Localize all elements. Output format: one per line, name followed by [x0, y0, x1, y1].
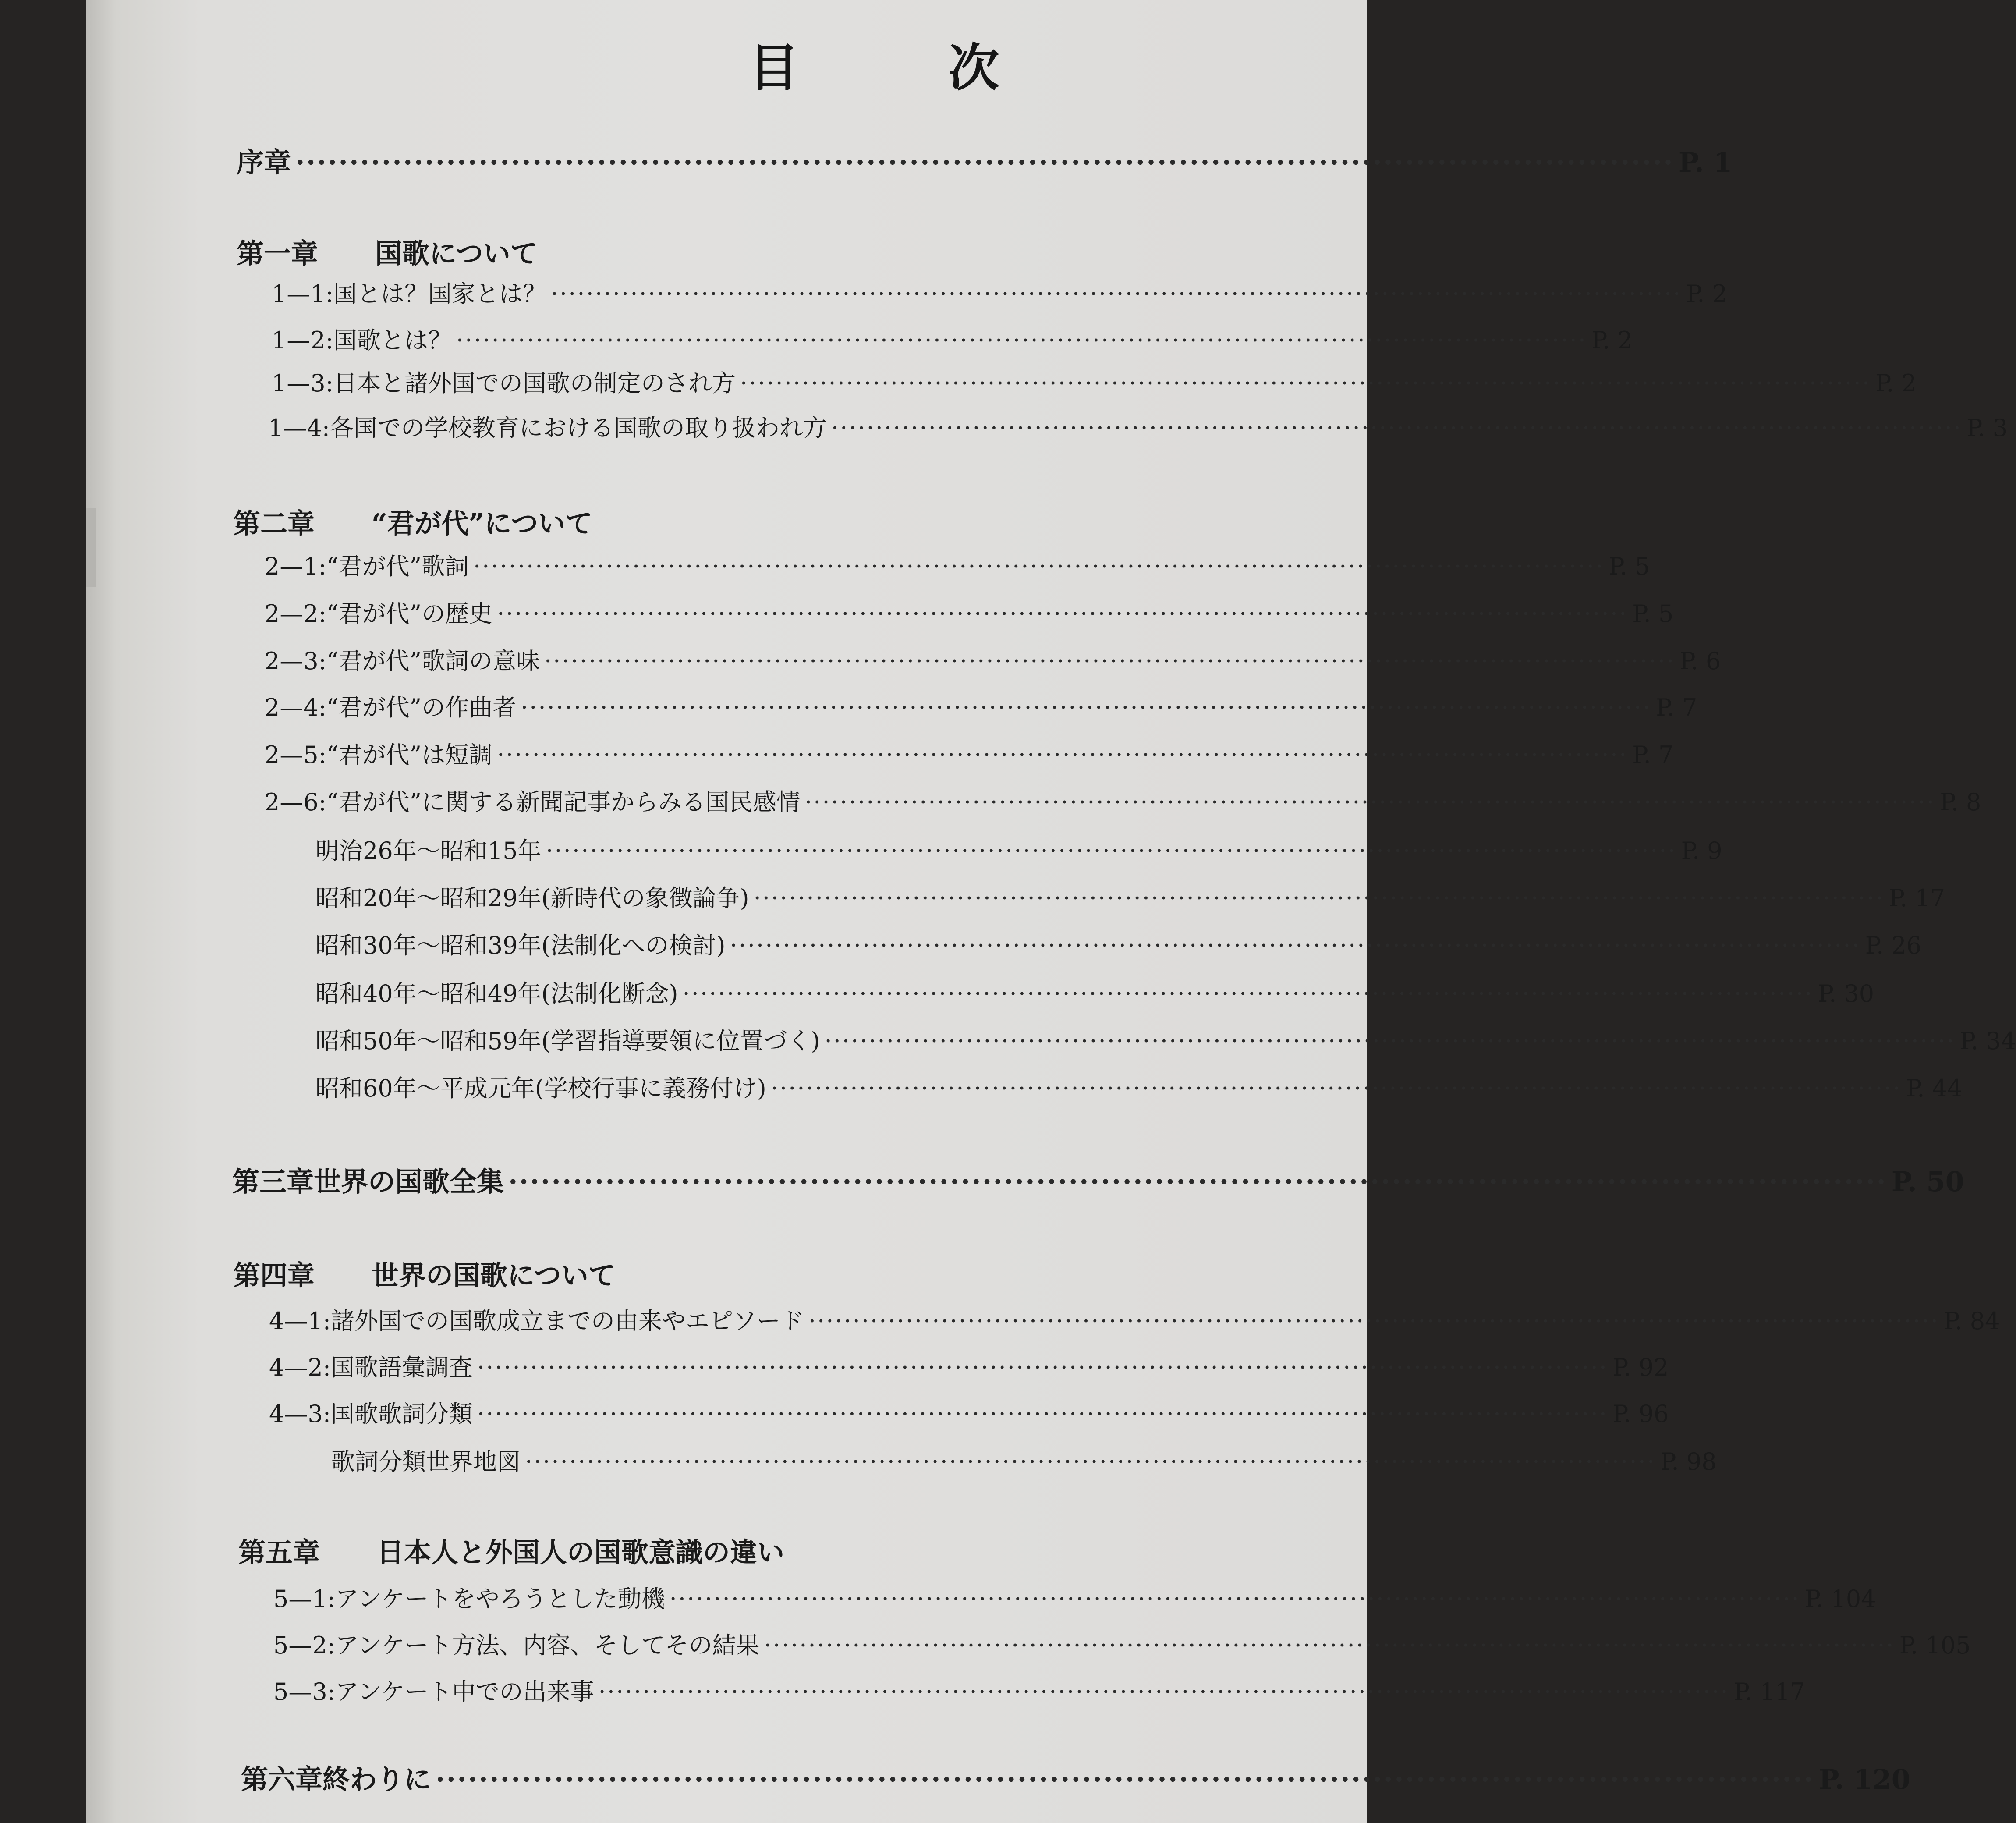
section-label: 日本と諸外国での国歌の制定のされ方: [333, 369, 736, 397]
dot-leader: ································································································································: [740, 369, 1871, 397]
section-label: 国歌歌詞分類: [330, 1400, 473, 1428]
section-label: 各国での学校教育における国歌の取り扱われ方: [330, 414, 827, 442]
chapter-title: “君が代”について: [372, 507, 593, 539]
document-page: [86, 0, 2016, 1823]
toc-section-2-1: [265, 553, 1650, 580]
dot-leader: ································································································································: [808, 1307, 1940, 1335]
toc-section-1-3: [272, 369, 1917, 397]
section-number: 5—1:: [273, 1585, 335, 1613]
section-label: “君が代”の作曲者: [326, 694, 517, 721]
chapter-title: 終わりに: [322, 1763, 432, 1795]
page-number: P. 117: [1733, 1678, 1805, 1706]
dot-leader: ································································································································: [770, 1075, 1902, 1102]
toc-chapter-4: [233, 1259, 616, 1291]
dot-leader: ································································································································: [546, 837, 1677, 865]
dot-leader: ································································································································: [456, 326, 1587, 354]
chapter-number: 第四章: [233, 1259, 315, 1291]
toc-section-5-2: [273, 1631, 1971, 1659]
section-number: 2—1:: [265, 553, 326, 580]
toc-section-5-1: [273, 1585, 1876, 1613]
chapter-number: 第三章: [232, 1166, 314, 1198]
toc-section-2-4: [265, 694, 1697, 721]
page-number: P. 3: [1966, 414, 2008, 442]
section-label: “君が代”の歴史: [326, 600, 493, 628]
toc-section-1-4: [268, 414, 2008, 442]
toc-entry-prologue: [237, 146, 1733, 178]
page-number: P. 2: [1686, 280, 1728, 308]
dot-leader: ································································································································: [598, 1678, 1729, 1706]
page-number: P. 26: [1865, 932, 1922, 959]
section-label: 国とは？国家とは？: [333, 280, 546, 308]
section-number: 5—2:: [273, 1631, 335, 1659]
section-label: “君が代”歌詞の意味: [326, 647, 540, 675]
dot-leader: ································································································································: [824, 1027, 1956, 1055]
toc-chapter-1: [237, 238, 538, 270]
page-number: P. 1: [1678, 146, 1733, 178]
page-number: P. 105: [1899, 1631, 1971, 1659]
section-number: 1—3:: [272, 369, 333, 397]
toc-bullet-showa60: [314, 1075, 1963, 1102]
section-label: 諸外国での国歌成立までの由来やエピソード: [330, 1307, 804, 1335]
dot-leader: ································································································································: [295, 146, 1674, 178]
section-number: 2—6:: [265, 788, 326, 816]
page-number: P. 104: [1804, 1585, 1876, 1613]
page-edge-shadow: [86, 508, 96, 587]
chapter-number: 第二章: [233, 507, 315, 539]
section-label: “君が代”は短調: [326, 741, 493, 769]
section-number: 2—4:: [265, 694, 326, 721]
dot-leader: ································································································································: [436, 1763, 1814, 1795]
page-number: P. 6: [1679, 647, 1721, 675]
page-number: P. 98: [1660, 1448, 1717, 1475]
section-label: アンケートをやろうとした動機: [335, 1585, 665, 1613]
page-number: P. 5: [1632, 600, 1674, 628]
toc-bullet-showa40: [314, 980, 1874, 1007]
page-title: 目 次: [748, 38, 1065, 98]
toc-section-2-2: [265, 600, 1674, 628]
chapter-title: 世界の国歌全集: [314, 1166, 504, 1198]
section-number: 5—3:: [273, 1678, 335, 1706]
bullet-label: 昭和30年～昭和39年(法制化への検討): [315, 932, 726, 959]
toc-section-4-1: [269, 1307, 2000, 1335]
section-label: “君が代”歌詞: [326, 553, 469, 580]
dot-leader: ································································································································: [669, 1585, 1800, 1613]
section-number: 1—2:: [272, 326, 333, 354]
toc-section-2-3: [265, 647, 1721, 675]
dot-leader: ································································································································: [682, 980, 1814, 1007]
page-number: P. 9: [1681, 837, 1722, 865]
page-number: P. 2: [1875, 369, 1917, 397]
section-label: 国歌語彙調査: [330, 1354, 473, 1381]
dot-leader: ································································································································: [544, 647, 1676, 675]
bullet-label: 昭和60年～平成元年(学校行事に義務付け): [315, 1075, 766, 1102]
toc-chapter-6: [241, 1763, 1910, 1795]
page-number: P. 30: [1818, 980, 1874, 1007]
toc-bullet-meiji26: [314, 837, 1722, 865]
dot-leader: ································································································································: [804, 788, 1936, 816]
section-label: アンケート中での出来事: [335, 1678, 594, 1706]
bullet-label: 昭和20年～昭和29年(新時代の象徴論争): [315, 884, 749, 912]
section-label: 国歌とは？: [333, 326, 452, 354]
page-number: P. 84: [1944, 1307, 2000, 1335]
section-number: 4—1:: [269, 1307, 331, 1335]
toc-bullet-world-map: [330, 1448, 1717, 1475]
toc-section-4-2: [269, 1354, 1669, 1381]
section-label: “君が代”に関する新聞記事からみる国民感情: [326, 788, 801, 816]
toc-section-5-3: [273, 1678, 1805, 1706]
section-number: 1—1:: [272, 280, 333, 308]
chapter-number: 第一章: [237, 238, 319, 270]
page-number: P. 8: [1940, 788, 1981, 816]
entry-label: 序章: [237, 146, 291, 178]
bullet-label: 昭和40年～昭和49年(法制化断念): [315, 980, 678, 1007]
toc-section-1-1: [272, 280, 1728, 308]
toc-bullet-showa30: [314, 932, 1922, 959]
bullet-label: 昭和50年～昭和59年(学習指導要領に位置づく): [315, 1027, 820, 1055]
toc-section-2-5: [265, 741, 1674, 769]
toc-bullet-showa20: [314, 884, 1945, 912]
dot-leader: ································································································································: [753, 884, 1885, 912]
page-number: P. 5: [1609, 553, 1650, 580]
page-number: P. 17: [1888, 884, 1945, 912]
toc-bullet-showa50: [314, 1027, 2016, 1055]
section-number: 4—2:: [269, 1354, 331, 1381]
dot-leader: ································································································································: [477, 1354, 1609, 1381]
toc-chapter-3: [232, 1166, 1964, 1198]
section-number: 2—3:: [265, 647, 326, 675]
section-number: 2—5:: [265, 741, 326, 769]
section-number: 2—2:: [265, 600, 326, 628]
page-number: P. 50: [1891, 1166, 1964, 1198]
page-number: P. 92: [1612, 1354, 1669, 1381]
bullet-label: 歌詞分類世界地図: [331, 1448, 521, 1475]
toc-section-4-3: [269, 1400, 1669, 1428]
page-number: P. 7: [1656, 694, 1697, 721]
dot-leader: ································································································································: [831, 414, 1963, 442]
section-number: 4—3:: [269, 1400, 331, 1428]
page-number: P. 34: [1959, 1027, 2016, 1055]
chapter-title: 国歌について: [375, 238, 538, 270]
dot-leader: ································································································································: [764, 1631, 1895, 1659]
page-number: P. 2: [1591, 326, 1633, 354]
toc-chapter-5: [238, 1536, 785, 1568]
toc-chapter-2: [233, 507, 593, 539]
toc-section-2-6: [265, 788, 1981, 816]
dot-leader: ································································································································: [497, 600, 1628, 628]
section-label: アンケート方法、内容、そしてその結果: [335, 1631, 760, 1659]
page-number: P. 120: [1818, 1763, 1910, 1795]
dot-leader: ································································································································: [521, 694, 1652, 721]
chapter-number: 第六章: [241, 1763, 323, 1795]
dot-leader: ································································································································: [477, 1400, 1609, 1428]
page-number: P. 96: [1612, 1400, 1669, 1428]
page-number: P. 7: [1632, 741, 1674, 769]
bullet-label: 明治26年～昭和15年: [315, 837, 542, 865]
chapter-title: 日本人と外国人の国歌意識の違い: [377, 1536, 785, 1568]
dot-leader: ································································································································: [497, 741, 1628, 769]
page-number: P. 44: [1906, 1075, 1963, 1102]
toc-section-1-2: [272, 326, 1633, 354]
chapter-number: 第五章: [238, 1536, 320, 1568]
dot-leader: ································································································································: [508, 1166, 1887, 1198]
dot-leader: ································································································································: [550, 280, 1682, 308]
dot-leader: ································································································································: [473, 553, 1605, 580]
dot-leader: ································································································································: [730, 932, 1861, 959]
dot-leader: ································································································································: [525, 1448, 1656, 1475]
section-number: 1—4:: [268, 414, 330, 442]
chapter-title: 世界の国歌について: [372, 1259, 616, 1291]
